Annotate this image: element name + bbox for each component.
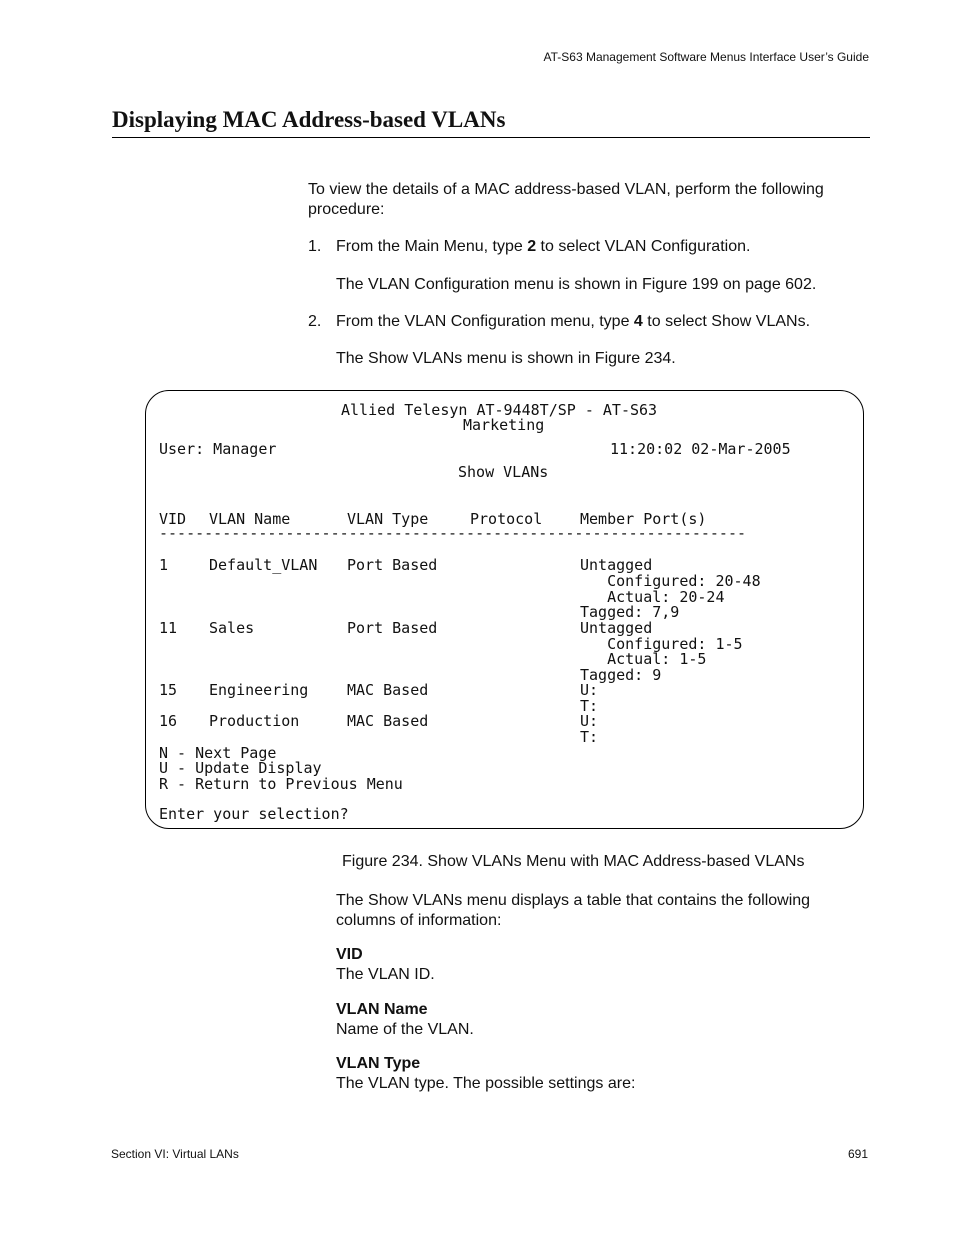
term-definition: The VLAN ID. [336, 966, 435, 983]
table-row-name: Production [209, 712, 300, 730]
terminal-menu-title: Show VLANs [458, 463, 549, 481]
term-vlan-type [336, 1054, 635, 1094]
table-row-member: T: [580, 728, 599, 746]
column-header-vlan-type: VLAN Type [347, 510, 429, 528]
table-row-vid: 11 [159, 619, 178, 637]
step-key: 4 [633, 313, 643, 330]
terminal-datetime: 11:20:02 02-Mar-2005 [610, 440, 791, 458]
table-row-vid: 16 [159, 712, 178, 730]
menu-option-next-page[interactable]: N - Next Page [159, 744, 277, 762]
footer-section: Section VI: Virtual LANs [111, 1147, 239, 1161]
step-text-before: From the Main Menu, type [336, 238, 528, 255]
step-2 [308, 312, 868, 332]
selection-prompt[interactable]: Enter your selection? [159, 805, 349, 823]
term-title: VID [336, 946, 363, 963]
table-row-member: Configured: 20-48 [580, 572, 761, 590]
table-row-type: MAC Based [347, 712, 429, 730]
terminal-user: User: Manager [159, 440, 277, 458]
table-row-member: U: [580, 712, 599, 730]
table-row-member: U: [580, 681, 599, 699]
table-row-member: Actual: 20-24 [580, 588, 725, 606]
step-text-after: to select VLAN Configuration. [536, 238, 751, 255]
terminal-location: Marketing [463, 416, 545, 434]
terminal-system-line: Allied Telesyn AT-9448T/SP - AT-S63 [341, 401, 658, 419]
term-definition: The VLAN type. The possible settings are: [336, 1075, 636, 1092]
step-key: 2 [527, 238, 537, 255]
column-header-vlan-name: VLAN Name [209, 510, 291, 528]
terminal-screen [145, 390, 864, 829]
table-row-member: Tagged: 9 [580, 666, 662, 684]
section-title: Displaying MAC Address-based VLANs [112, 107, 870, 138]
menu-option-update-display[interactable]: U - Update Display [159, 759, 322, 777]
step-2-note: The Show VLANs menu is shown in Figure 234. [336, 350, 676, 367]
table-row-member: Untagged [580, 619, 653, 637]
column-header-vid: VID [159, 510, 187, 528]
term-title: VLAN Type [336, 1055, 421, 1072]
column-header-protocol: Protocol [470, 510, 543, 528]
step-number: 2. [308, 313, 322, 330]
step-text-before: From the VLAN Configuration menu, type [336, 313, 634, 330]
figure-caption: Figure 234. Show VLANs Menu with MAC Address-based VLANs [342, 853, 805, 870]
term-vlan-name [336, 1000, 474, 1040]
description-paragraph: The Show VLANs menu displays a table that contains the following columns of information: [336, 892, 811, 929]
table-row-type: MAC Based [347, 681, 429, 699]
table-row-name: Default_VLAN [209, 556, 318, 574]
column-header-member-ports: Member Port(s) [580, 510, 707, 528]
table-row-member: Tagged: 7,9 [580, 603, 680, 621]
table-row-member: Actual: 1-5 [580, 650, 707, 668]
table-row-name: Sales [209, 619, 255, 637]
table-row-vid: 1 [159, 556, 169, 574]
table-row-vid: 15 [159, 681, 178, 699]
step-text-after: to select Show VLANs. [642, 313, 811, 330]
term-title: VLAN Name [336, 1001, 428, 1018]
table-row-member: Untagged [580, 556, 653, 574]
page-number: 691 [847, 1147, 868, 1161]
table-row-name: Engineering [209, 681, 309, 699]
menu-option-return[interactable]: R - Return to Previous Menu [159, 775, 403, 793]
terminal-separator: ----------------------------------------------------------------- [159, 524, 746, 542]
step-1 [308, 237, 868, 257]
intro-paragraph: To view the details of a MAC address-based VLAN, perform the following procedure: [308, 181, 824, 218]
term-vid [336, 945, 435, 985]
table-row-member: Configured: 1-5 [580, 635, 743, 653]
term-definition: Name of the VLAN. [336, 1021, 474, 1038]
running-header: AT-S63 Management Software Menus Interface User’s Guide [543, 50, 869, 64]
step-1-note: The VLAN Configuration menu is shown in Figure 199 on page 602. [336, 276, 817, 293]
table-row-type: Port Based [347, 619, 438, 637]
table-row-member: T: [580, 697, 599, 715]
table-row-type: Port Based [347, 556, 438, 574]
step-number: 1. [308, 238, 322, 255]
